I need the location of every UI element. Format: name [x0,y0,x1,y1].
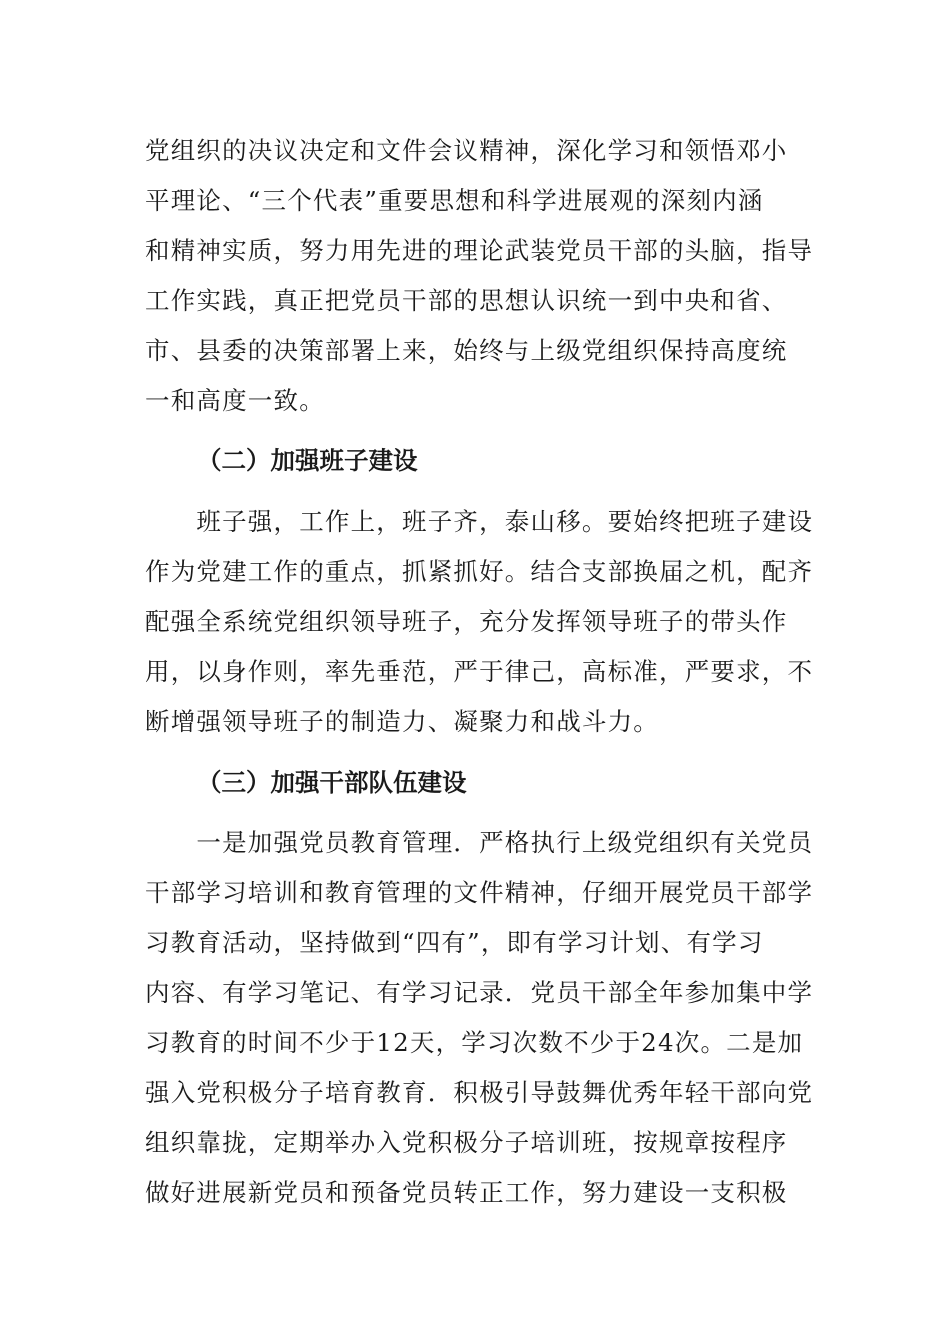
text-line: 干部学习培训和教育管理的文件精神，仔细开展党员干部学 [145,878,814,907]
text-line: 一和高度一致。 [145,386,325,415]
text-line: 党组织的决议决定和文件会议精神，深化学习和领悟邓小 [145,136,788,165]
text-line: 做好进展新党员和预备党员转正工作，努力建设一支积极 [145,1178,788,1207]
text-line: 作为党建工作的重点，抓紧抓好。结合支部换届之机，配齐 [145,557,814,586]
paragraph-2 [145,497,814,747]
text-line: 强入党积极分子培育教育．积极引导鼓舞优秀年轻干部向党 [145,1078,814,1107]
text-line: 习教育的时间不少于12天，学习次数不少于24次。二是加 [145,1028,804,1057]
text-line: 习教育活动，坚持做到“四有”，即有学习计划、有学习 [145,928,764,957]
text-line: 市、县委的决策部署上来，始终与上级党组织保持高度统 [145,336,788,365]
text-line: 内容、有学习笔记、有学习记录．党员干部全年参加集中学 [145,978,814,1007]
text-line: 和精神实质，努力用先进的理论武装党员干部的头脑，指导 [145,236,814,265]
text-line: 工作实践，真正把党员干部的思想认识统一到中央和省、 [145,286,788,315]
text-line: 组织靠拢，定期举办入党积极分子培训班，按规章按程序 [145,1128,788,1157]
text-line: 断增强领导班子的制造力、凝聚力和战斗力。 [145,707,659,736]
section-heading-3: （三）加强干部队伍建设 [197,768,467,797]
paragraph-3 [145,818,814,1218]
paragraph-1 [145,126,814,426]
text-line: 一是加强党员教育管理．严格执行上级党组织有关党员 [145,828,814,857]
section-heading-2: （二）加强班子建设 [197,446,418,475]
text-line: 配强全系统党组织领导班子，充分发挥领导班子的带头作 [145,607,788,636]
text-line: 用，以身作则，率先垂范，严于律己，高标准，严要求，不 [145,657,814,686]
text-line: 平理论、“三个代表”重要思想和科学进展观的深刻内涵 [145,186,764,215]
text-line: 班子强，工作上，班子齐，泰山移。要始终把班子建设 [145,507,814,536]
